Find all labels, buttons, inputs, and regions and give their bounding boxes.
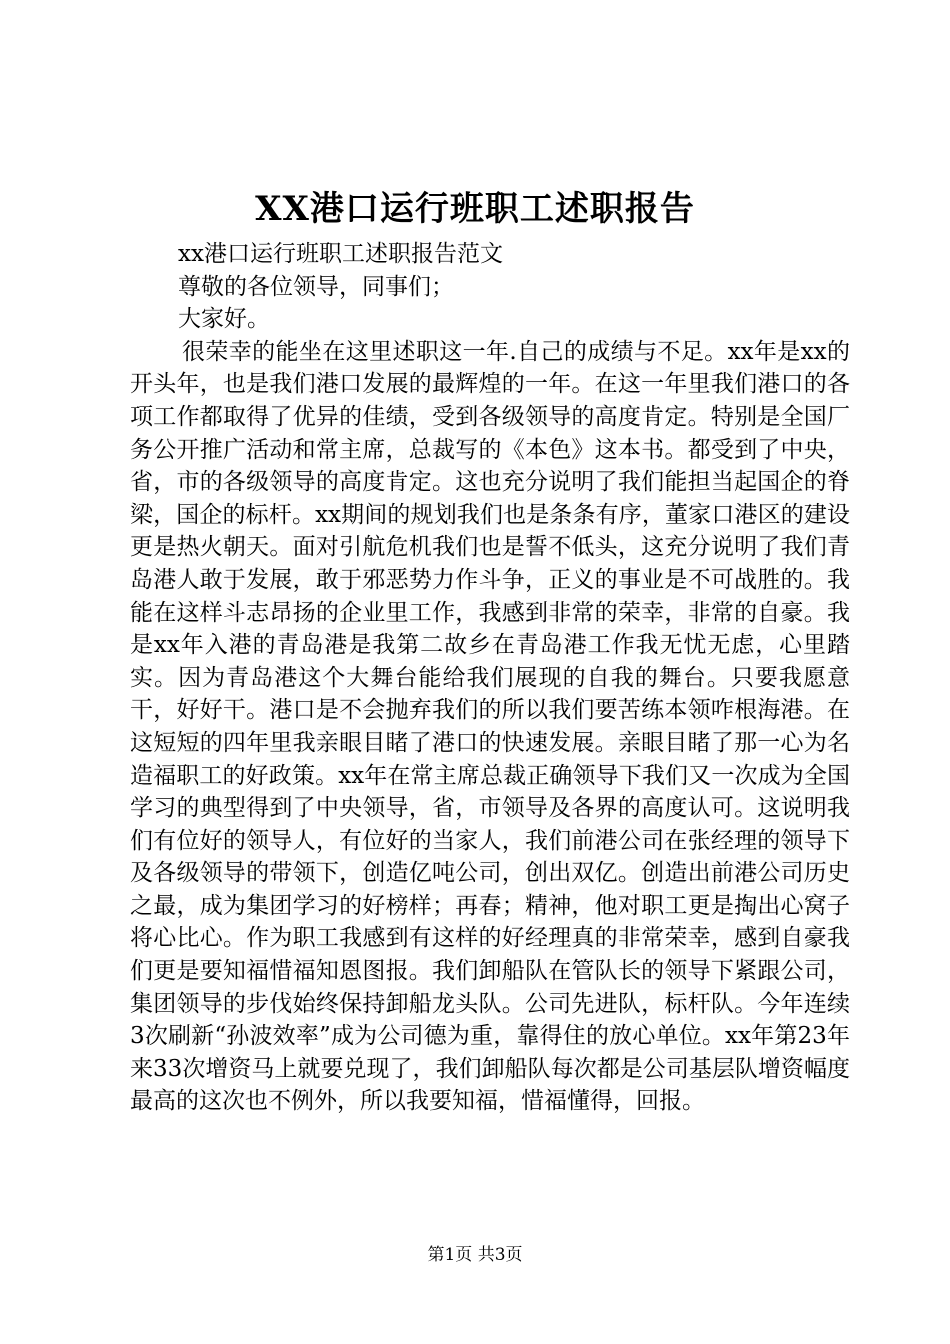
page-footer: 第1页 共3页 [427, 1245, 523, 1265]
document-body [130, 238, 850, 1118]
greeting-line: 大家好。 [178, 306, 270, 333]
subtitle-line: xx港口运行班职工述职报告范文 [178, 241, 503, 267]
salutation-line: 尊敬的各位领导，同事们； [178, 273, 454, 300]
document-title: XX港口运行班职工述职报告 [255, 189, 695, 229]
main-paragraph: 很荣幸的能坐在这里述职这一年.自己的成绩与不足。xx年是xx的开头年，也是我们港口发展的最辉煌的一年。在这一年里我们港口的各项工作都取得了优异的佳绩，受到各级领导的高度肯定。特别是全国厂务公开推广活动和常主席，总裁写的《本色》这本书。都受到了中央，省，市的各级领导的高度肯定。这也充分说明了我们能担当起国企的脊梁，国企的标杆。xx期间的规划我们也是条条有序，董家口港区的建设更是热火朝天。面对引航危机我们也是誓不低头，这充分说明了我们青岛港人敢于发展，敢于邪恶势力作斗争，正义的事业是不可战胜的。我能在这样斗志昂扬的企业里工作，我感到非常的荣幸，非常的自豪。我是xx年入港的青岛港是我第二故乡在青岛港工作我无忧无虑，心里踏实。因为青岛港这个大舞台能给我们展现的自我的舞台。只要我愿意干，好好干。港口是不会抛弃我们的所以我们要苦练本领咋根海港。在这短短的四年里我亲眼目睹了港口的快速发展。亲眼目睹了那一心为名造福职工的好政策。xx年在常主席总裁正确领导下我们又一次成为全国学习的典型得到了中央领导，省，市领导及各界的高度认可。这说明我们有位好的领导人，有位好的当家人，我们前港公司在张经理的领导下及各级领导的带领下，创造亿吨公司，创出双亿。创造出前港公司历史之最，成为集团学习的好榜样；再春；精神，他对职工更是掏出心窝子将心比心。作为职工我感到有这样的好经理真的非常荣幸，感到自豪我们更是要知福惜福知恩图报。我们卸船队在管队长的领导下紧跟公司，集团领导的步伐始终保持卸船龙头队。公司先进队，标杆队。今年连续3次刷新“孙波效率”成为公司德为重，靠得住的放心单位。xx年第23年来33次增资马上就要兑现了，我们卸船队每次都是公司基层队增资幅度最高的这次也不例外，所以我要知福，惜福懂得，回报。 [130, 338, 850, 1115]
